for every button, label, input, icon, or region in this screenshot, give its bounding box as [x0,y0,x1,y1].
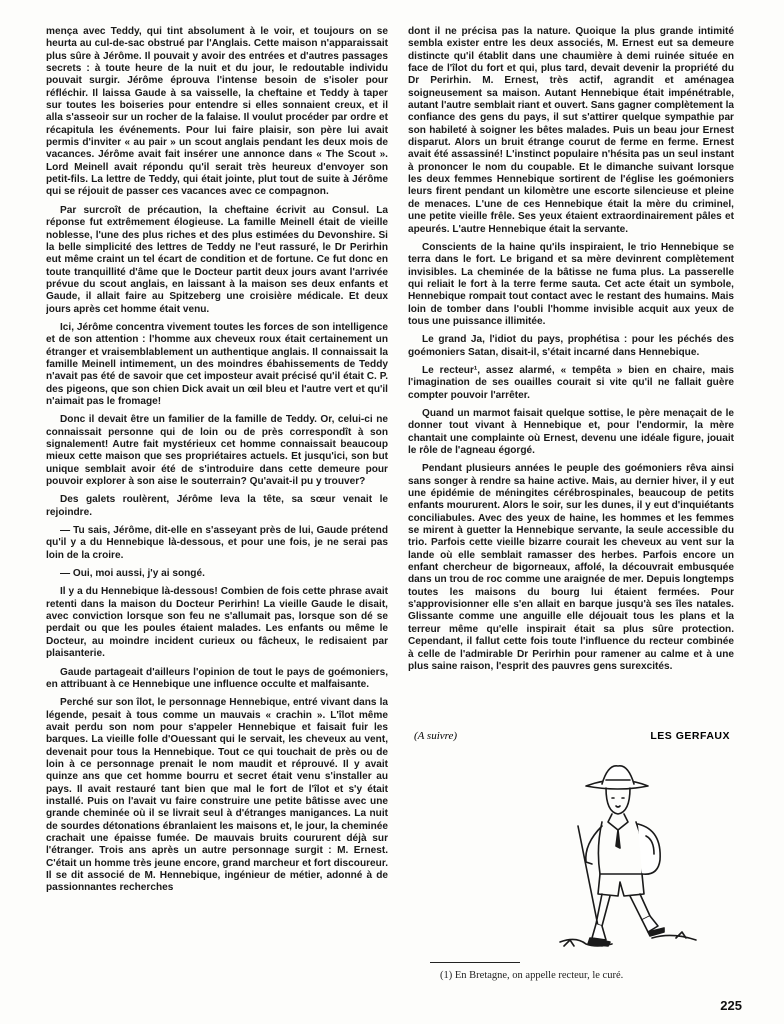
paragraph: Quand un marmot faisait quelque sottise, le père menaçait de le donner tout vivant à Hennebique et, pour l'endormir, la mère chantait une complainte où Ernest, devenu une idéale figure, jouait le rôle de l'agneau égorgé. [408,407,734,456]
left-column [46,26,388,1006]
scout-hiker-icon [556,756,706,956]
paragraph: Le grand Ja, l'idiot du pays, prophétisa : pour les péchés des goémoniers Satan, disait-il, s'était incarné dans Hennebique. [408,334,734,358]
paragraph: Donc il devait être un familier de la famille de Teddy. Or, celui-ci ne connaissait personne qui de loin ou de près correspondît à son signalement! Autre fait mystérieux cet homme connaissait beaucoup mieux cette maison que ses propriétaires actuels. Et jusqu'ici, son but unique semblait avoir été de s'introduire dans cette demeure pour pouvoir explorer à son aise le souterrain? Qu'avait-il pu y trouver? [46,414,388,488]
paragraph: Le recteur¹, assez alarmé, « tempêta » bien en chaire, mais l'imagination de ses ouailles courait si vite qu'il ne fallait guère compter pouvoir l'arrêter. [408,364,734,401]
author-name: LES GERFAUX [650,730,730,742]
dialogue-line: — Tu sais, Jérôme, dit-elle en s'asseyant près de lui, Gaude prétend qu'il y a du Hennebique là-dessous, et pour une fois, je ne serai pas loin de la croire. [46,525,388,561]
page-number: 225 [720,998,742,1013]
footnote-divider [430,962,520,963]
paragraph: Des galets roulèrent, Jérôme leva la tête, sa sœur venait le rejoindre. [46,494,388,518]
scout-hiker-illustration [556,756,706,956]
paragraph: dont il ne précisa pas la nature. Quoique la plus grande intimité sembla exister entre les deux associés, M. Ernest eut sa demeure distincte qu'il établit dans une chaumière à demi ruinée située en face de l'îlot du fort et qui, plus tard, devait devenir la propriété du Dr Perirhin. M. Ernest, très actif, agrandit et aménagea soigneusement sa maison. Autant Hennebique était impénétrable, autant l'autre semblait riant et ouvert. Sans gagner complètement la confiance des gens du pays, il sut s'attirer quelque sympathie par son habileté à soigner les bêtes malades. Puis un beau jour Ernest disparut. Alors un bruit étrange courut de ferme en ferme. Ernest avait été assassiné! L'instinct populaire n'hésita pas un seul instant à prononcer le nom du coupable. Et le dimanche suivant lorsque les deux femmes Hennebique sortirent de l'église les goémoniers leurs firent pendant un kilomètre une escorte silencieuse et pleine de menaces. L'une de ces Hennebique était la mère du criminel, une petite vieille frêle. Ses yeux étaient extraordinairement pâles et apeurés. L'autre Hennebique était la servante. [408,26,734,235]
paragraph: Il y a du Hennebique là-dessous! Combien de fois cette phrase avait retenti dans la maison du Docteur Perirhin! La vieille Gaude le disait, avec conviction lorsque son feu ne s'allumait pas, lorsque son dé se perdait ou que les poules étaient malades. Les enfants ou même le Docteur, au moindre incident curieux ou fâcheux, le redisaient par plaisanterie. [46,586,388,660]
paragraph: Perché sur son îlot, le personnage Hennebique, entré vivant dans la légende, pesait à tous comme un mauvais « crachin ». L'îlot même avait perdu son nom pour s'appeler Hennebique et faisait fuir les barques. La vieille folle d'Ouessant qui le servait, les cheveux au vent, devenait pour tous la Hennebique. Tout ce qui touchait de près ou de loin à ce personnage prenait le nom maudit et réprouvé. Il y avait quinze ans que cet homme bourru et secret était venu s'installer au pays. Il avait restauré tant bien que mal le fort de l'îlot et s'y était installé. Puis on l'avait vu faire construire une petite bâtisse avec une grande cheminée où il se livrait seul à d'étranges manigances. La nuit de sourdes détonations ébranlaient les maisons et, le jour, la cheminée crachait une épaisse fumée. De mauvais bruits coururent déjà sur l'étranger. Trois ans après un autre personnage surgit : M. Ernest. C'était un homme très jeune encore, grand marcheur et fort discoureur. Il se dit associé de M. Hennebique, ingénieur de métier, adonné à de passionnantes recherches [46,697,388,894]
to-be-continued: (A suivre) [414,730,458,742]
paragraph: Conscients de la haine qu'ils inspiraient, le trio Hennebique se terra dans le fort. Le brigand et sa mère devinrent complètement invisibles. La cheminée de la bâtisse ne fuma plus. La passerelle qui reliait le fort à la terre ferme sauta. Cet acte était un symbole, Hennebique rompait tout contact avec le restant des humains. Mais loin de tomber dans l'oubli l'homme invisible acquit aux yeux de tous une puissance illimitée. [408,241,734,327]
paragraph: Pendant plusieurs années le peuple des goémoniers rêva ainsi sans songer à rendre sa haine active. Mais, au dernier hiver, il y eut une épidémie de méningites cérébrospinales, beaucoup de petits enfants moururent. Alors le soir, sur les dunes, il y eut d'inquiétants conciliabules. Avec des yeux de haine, les hommes et les femmes se mirent à guetter la Hennebique servante, la seule accessible du trio. Parfois cette vieille bizarre courait les cheveux au vent sur la lande où elle semblait ramasser des herbes. Parfois encore un enfant chercheur de bigorneaux, affolé, la découvrait embusquée dans un trou de roc comme une araignée de mer. Depuis longtemps toutes les maisons du bourg lui étaient fermées. Pour s'approvisionner elle s'en allait en barque jusqu'à ses îles natales. Glissante comme une anguille elle déjouait tous les plans et la terreur même qu'elle inspirait était sa plus sûre protection. Cependant, il fallut cette fois toute l'influence du recteur combinée à celle de l'admirable Dr Perirhin pour ramener au calme et à une plus saine raison, l'esprit des pauvres gens surexcités. [408,463,734,672]
paragraph: Gaude partageait d'ailleurs l'opinion de tout le pays de goémoniers, en attribuant à ce Hennebique une influence occulte et malfaisante. [46,666,388,690]
footnote: (1) En Bretagne, on appelle recteur, le curé. [440,970,624,981]
paragraph: Par surcroît de précaution, la cheftaine écrivit au Consul. La réponse fut extrêmement élogieuse. La famille Meinell était de vieille noblesse, l'une des plus riches et des plus estimées du Devonshire. Si la belle simplicité des lettres de Teddy ne l'eut rassuré, le Dr Perirhin eut même craint un tel écart de condition et de fortune. Ce fut donc en toute tranquillité d'âme que le Docteur partit deux jours avant l'arrivée prévue du scout anglais, en laissant à la maison ses deux enfants et Gaude, il allait faire au Spitzeberg une croisière médicale. Et deux jours après cet homme était venu. [46,204,388,315]
right-column [408,26,734,726]
paragraph: Ici, Jérôme concentra vivement toutes les forces de son intelligence et de son attention : l'homme aux cheveux roux était certainement un étranger et vraisemblablement un authentique anglais. Il connaissait la famille Meinell intimement, un des moindres ébahissements de Teddy n'avait pas été de savoir que cet imposteur avait précisé qu'il était C. P. des pigeons, que son chien Dick avait un œil bleu et l'autre vert et qu'il n'aimait pas le fromage! [46,321,388,407]
paragraph: mença avec Teddy, qui tint absolument à le voir, et toujours on se heurta au cul-de-sac obstrué par l'Anglais. Cette maison n'apparaissait plus sûre à Jérôme. Il pouvait y avoir des entrées et d'autres passages secrets : à toute heure de la nuit et du jour, le redoutable individu pouvait surgir. Jérôme éprouva l'intense besoin de s'isoler pour réfléchir. Il laissa Gaude à sa vaisselle, la cheftaine et Teddy à taper sur toutes les boiseries pour entendre si elles sonnaient creux, et il alla s'asseoir sur un rocher de la falaise. Il voulut procéder par ordre et récapitula les événements. Pour lui faire plaisir, son père lui avait permis d'inviter « au pair » un scout anglais pendant les deux mois de vacances. Jérôme avait fait insérer une annonce dans « The Scout ». Lord Meinell avait répondu qu'il serait très heureux d'envoyer son petit-fils. La lettre de Teddy, qui était jointe, plut tout de suite à Jérôme qui se réjouit de passer ces vacances avec ce compagnon. [46,26,388,198]
signoff [412,730,734,746]
dialogue-line: — Oui, moi aussi, j'y ai songé. [60,568,205,580]
